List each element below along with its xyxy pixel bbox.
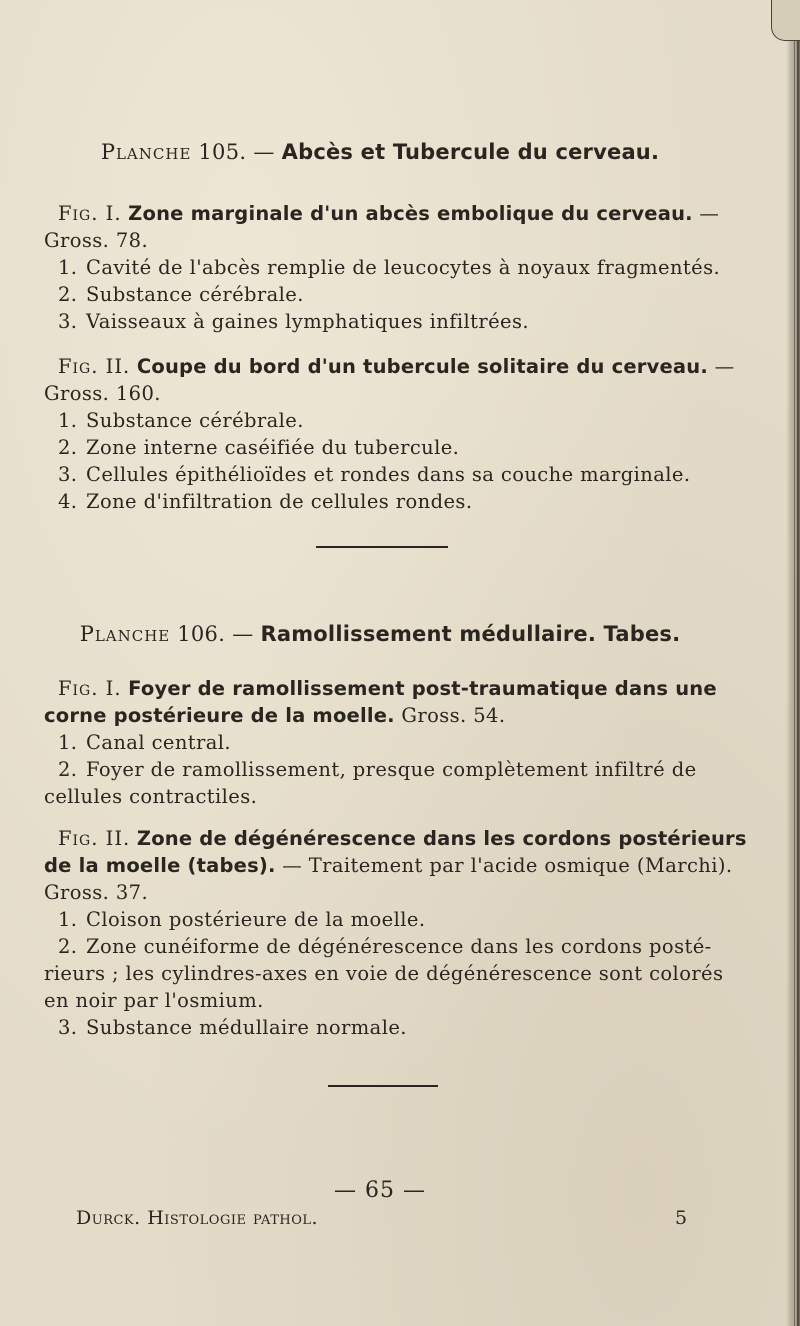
- fig-2-dash: —: [714, 355, 735, 378]
- list-item: [44, 434, 734, 461]
- plate-105-label: Planche: [100, 140, 192, 164]
- item-text: Zone d'infiltration de cellules rondes.: [86, 490, 473, 513]
- item-text: Cavité de l'abcès remplie de leucocytes à noyaux fragmentés.: [86, 256, 721, 279]
- item-text: Vaisseaux à gaines lymphatiques infiltrées.: [86, 310, 529, 333]
- plate-106-fig-2: [44, 825, 747, 1041]
- fig-2-gross: Gross. 37.: [44, 881, 149, 904]
- fig-2-title-line: [44, 353, 734, 380]
- item-number: 1.: [58, 409, 78, 432]
- fig-1-title-line: [44, 200, 734, 227]
- item-text: Substance cérébrale.: [86, 283, 304, 306]
- plate-106-heading: [0, 620, 760, 648]
- list-item: [44, 254, 734, 281]
- plate-106-number: 106.: [177, 622, 226, 646]
- fig-2-gross: Gross. 160.: [44, 382, 161, 405]
- fig-2-title-line: [44, 825, 747, 852]
- item-number: 4.: [58, 490, 78, 513]
- item-number: 1.: [58, 908, 78, 931]
- fig-1-gross: Gross. 78.: [44, 229, 149, 252]
- page-corner-fold: [771, 0, 800, 41]
- binding-edge: [786, 0, 800, 1326]
- fig-1-gross: Gross. 54.: [401, 704, 506, 727]
- fig-2-label: Fig. II.: [58, 827, 131, 850]
- fig-1-title-line: [44, 675, 734, 702]
- plate-105-dash: —: [253, 140, 275, 164]
- item-number: 1.: [58, 731, 78, 754]
- list-item: [44, 461, 734, 488]
- item-text: Zone interne caséifiée du tubercule.: [86, 436, 460, 459]
- fig-1-title-cont: corne postérieure de la moelle.: [44, 704, 395, 727]
- fig-2-title: Zone de dégénérescence dans les cordons postérieurs: [136, 827, 747, 850]
- item-text: Substance médullaire normale.: [86, 1016, 407, 1039]
- item-text: Substance cérébrale.: [86, 409, 304, 432]
- list-item: [44, 1014, 734, 1041]
- plate-106-dash: —: [232, 622, 254, 646]
- list-item: [44, 308, 734, 335]
- fig-2-title-cont: de la moelle (tabes).: [44, 854, 276, 877]
- plate-105-heading: [0, 138, 760, 166]
- item-number: 1.: [58, 256, 78, 279]
- fig-1-label: Fig. I.: [58, 202, 122, 225]
- section-divider: [328, 1085, 438, 1087]
- fig-2-title-line-2: [44, 852, 734, 879]
- list-item-continuation: en noir par l'osmium.: [44, 989, 264, 1012]
- footer-source: Durck. Histologie pathol.: [76, 1207, 319, 1229]
- footer-signature: 5: [675, 1207, 688, 1229]
- plate-105-fig-1: [44, 200, 734, 335]
- section-divider: [316, 546, 448, 548]
- fig-1-dash: —: [699, 202, 720, 225]
- item-text: Foyer de ramollissement, presque complètement infiltré de: [86, 758, 697, 781]
- item-number: 3.: [58, 1016, 78, 1039]
- list-item-continuation: cellules contractiles.: [44, 785, 258, 808]
- list-item: [44, 906, 734, 933]
- fig-1-title-line-2: [44, 702, 734, 729]
- fig-2-label: Fig. II.: [58, 355, 131, 378]
- item-text: Canal central.: [86, 731, 232, 754]
- list-item: [44, 281, 734, 308]
- list-item: [44, 933, 734, 960]
- item-number: 2.: [58, 436, 78, 459]
- fig-1-title: Zone marginale d'un abcès embolique du cerveau.: [128, 202, 693, 225]
- list-item: [44, 729, 734, 756]
- fig-1-label: Fig. I.: [58, 677, 122, 700]
- plate-106-title: Ramollissement médullaire. Tabes.: [260, 622, 681, 646]
- plate-106-fig-1: [44, 675, 734, 810]
- plate-105-title: Abcès et Tubercule du cerveau.: [281, 140, 660, 164]
- item-text: Cloison postérieure de la moelle.: [86, 908, 426, 931]
- item-number: 3.: [58, 463, 78, 486]
- plate-105-number: 105.: [198, 140, 247, 164]
- item-number: 2.: [58, 935, 78, 958]
- fig-1-title: Foyer de ramollissement post-traumatique dans une: [128, 677, 717, 700]
- list-item-continuation: rieurs ; les cylindres-axes en voie de dégénérescence sont colorés: [44, 962, 724, 985]
- item-number: 2.: [58, 283, 78, 306]
- plate-105-fig-2: [44, 353, 734, 515]
- page-number: — 65 —: [334, 1178, 426, 1203]
- item-number: 3.: [58, 310, 78, 333]
- fig-2-title: Coupe du bord d'un tubercule solitaire du cerveau.: [136, 355, 708, 378]
- plate-106-label: Planche: [79, 622, 171, 646]
- item-number: 2.: [58, 758, 78, 781]
- item-text: Zone cunéiforme de dégénérescence dans les cordons posté-: [86, 935, 712, 958]
- list-item: [44, 407, 734, 434]
- fig-2-method: — Traitement par l'acide osmique (Marchi).: [282, 854, 733, 877]
- item-text: Cellules épithélioïdes et rondes dans sa couche marginale.: [86, 463, 691, 486]
- list-item: [44, 756, 734, 783]
- list-item: [44, 488, 734, 515]
